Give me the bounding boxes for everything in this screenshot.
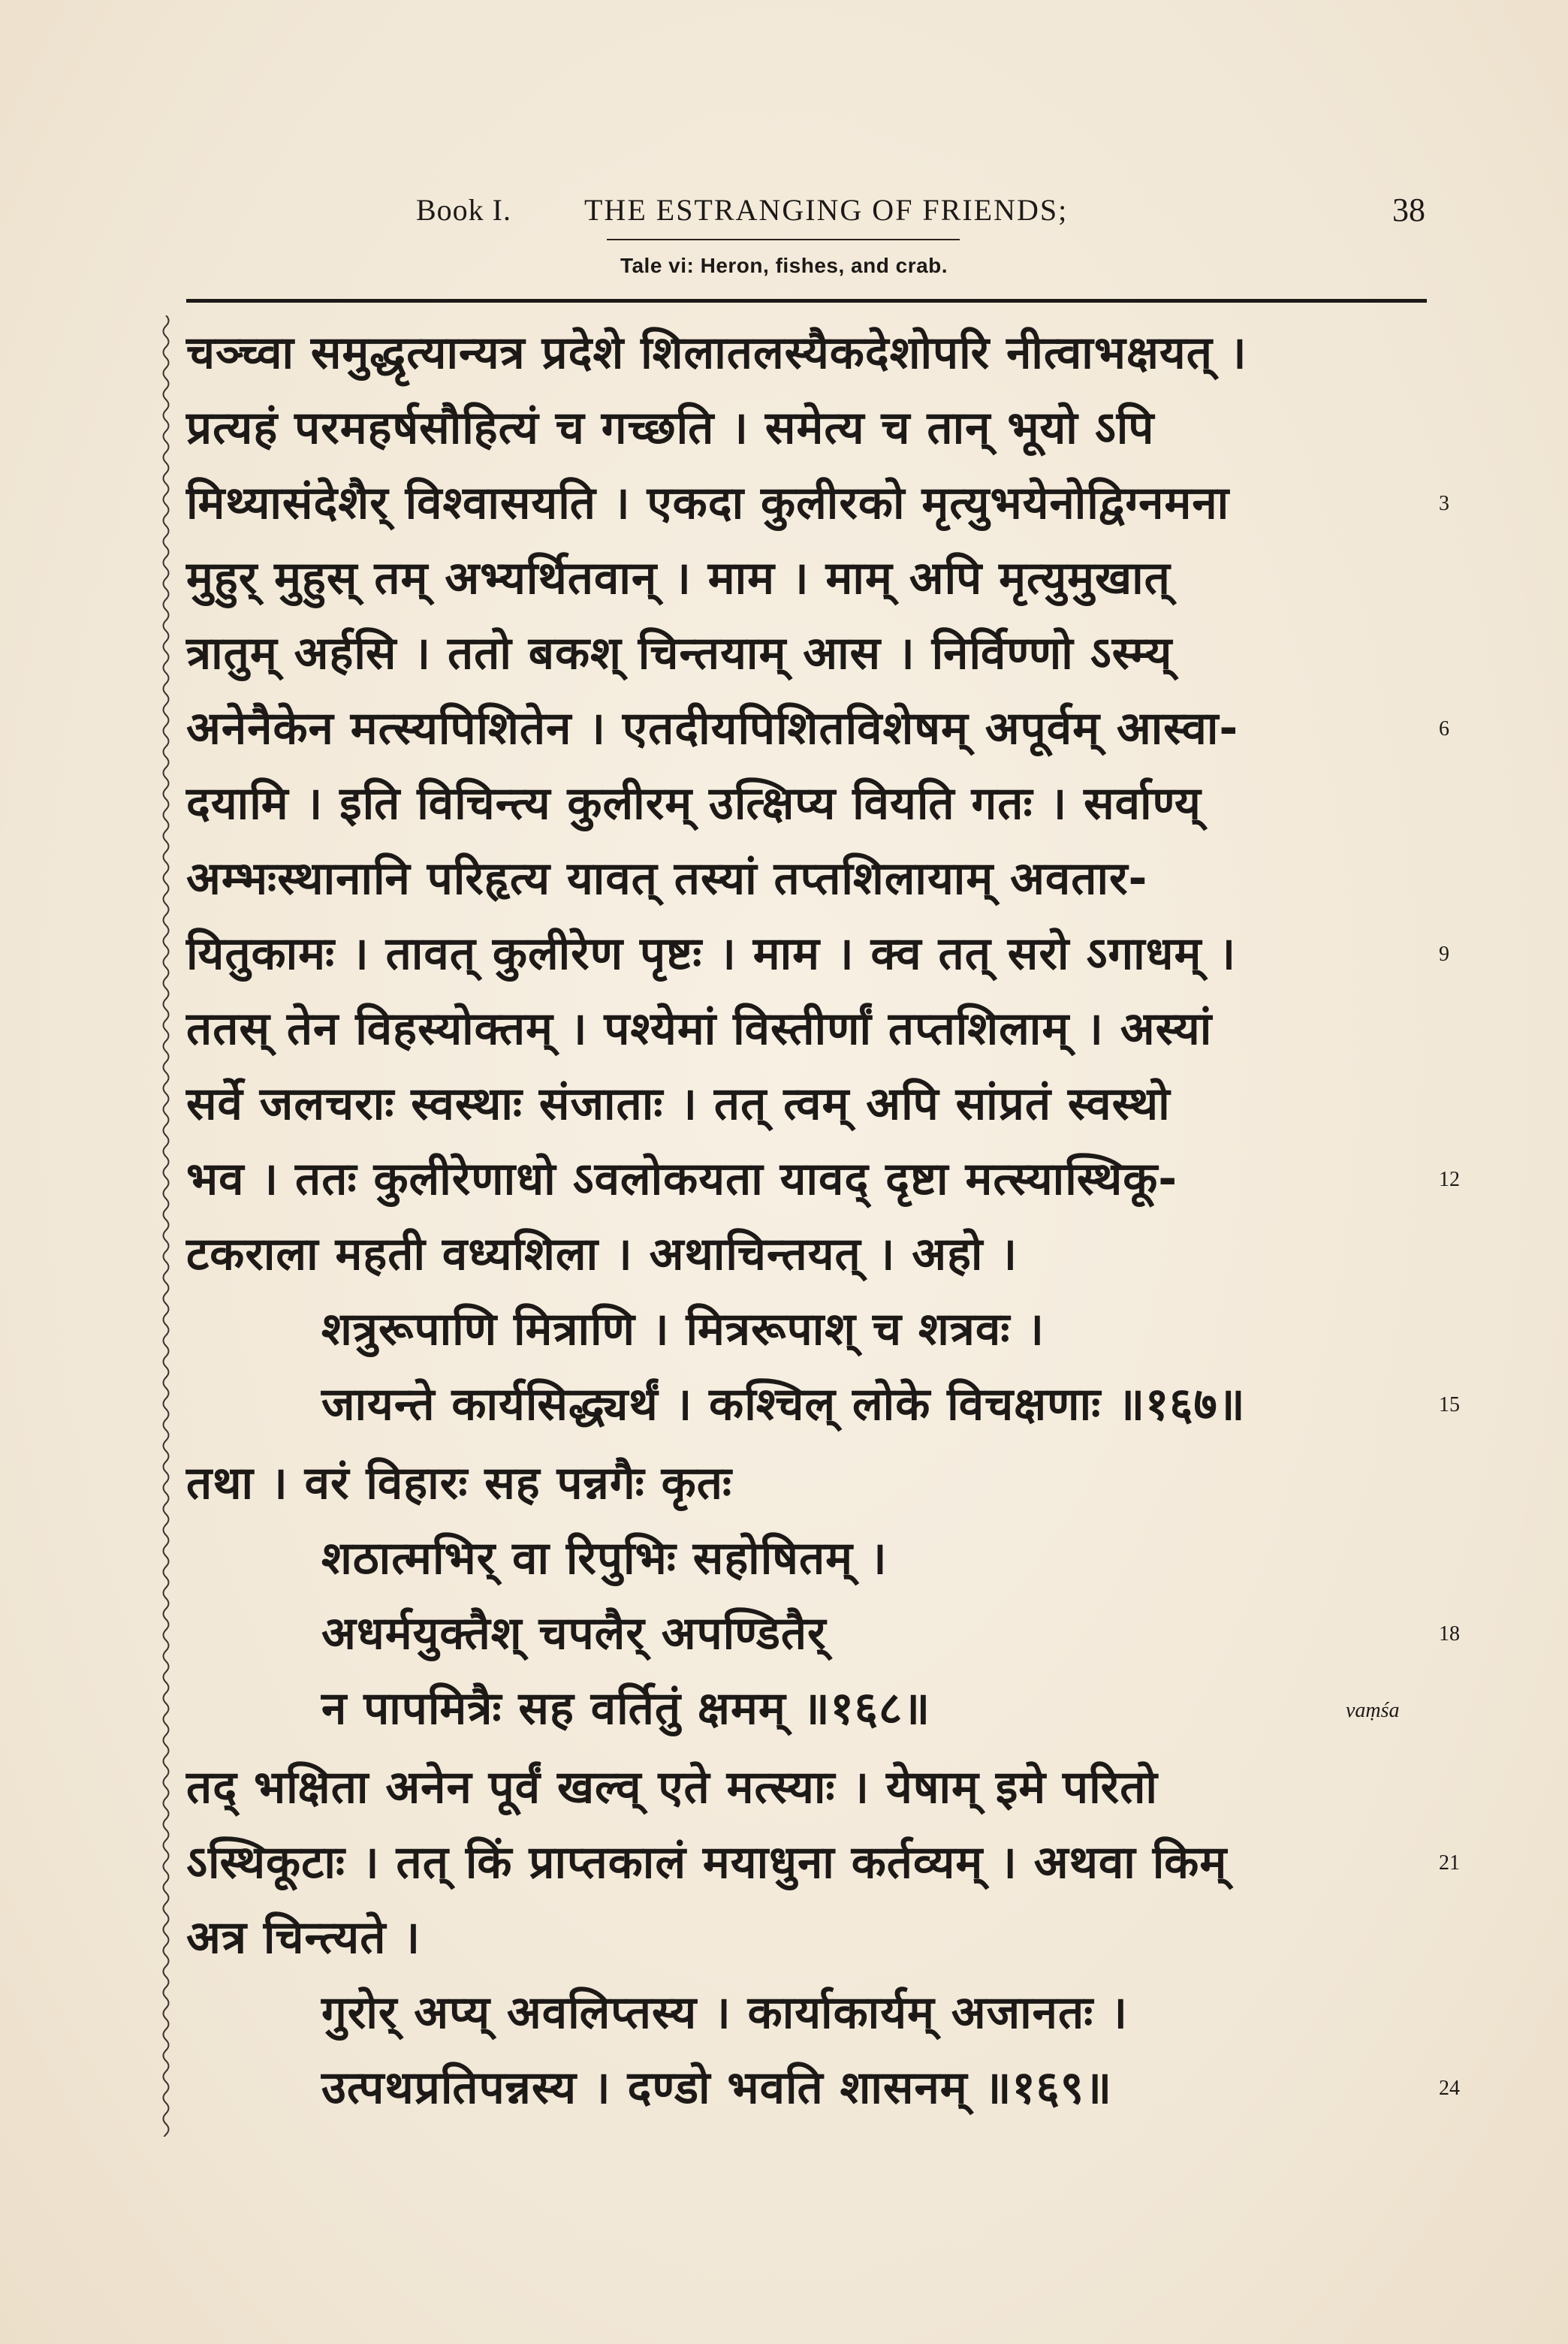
margin-wavy-line <box>159 315 173 2137</box>
running-title: THE ESTRANGING OF FRIENDS; <box>584 193 1069 227</box>
text-line: तद् भक्षिता अनेन पूर्वं खल्व् एते मत्स्याः । येषाम् इमे परितो <box>186 1761 1158 1814</box>
line-number: 21 <box>1439 1851 1460 1875</box>
verse-line: न पापमित्रैः सह वर्तितुं क्षमम् ॥१६८॥ <box>321 1682 931 1735</box>
line-number: 24 <box>1439 2077 1460 2100</box>
text-line: अम्भःस्थानानि परिहृत्य यावत् तस्यां तप्तशिलायाम् अवतार- <box>186 852 1148 905</box>
text-line: ऽस्थिकूटाः । तत् किं प्राप्तकालं मयाधुना कर्तव्यम् । अथवा किम् <box>186 1836 1228 1889</box>
verse-line: शठात्मभिर् वा रिपुभिः सहोषितम् । <box>321 1532 888 1585</box>
text-line: अनेनैकेन मत्स्यपिशितेन । एतदीयपिशितविशेषम् अपूर्वम् आस्वा- <box>186 702 1239 755</box>
verse-line: उत्पथप्रतिपन्नस्य । दण्डो भवति शासनम् ॥१६९॥ <box>321 2062 1113 2114</box>
verse-line: अधर्मयुक्तैश् चपलैर् अपण्डितैर् <box>321 1607 827 1660</box>
line-number: 9 <box>1439 943 1449 966</box>
meter-label: vaṃśa <box>1346 1699 1400 1722</box>
text-line: तथा । वरं विहारः सह पन्नगैः कृतः <box>186 1457 733 1510</box>
text-line: सर्वे जलचराः स्वस्थाः संजाताः । तत् त्वम् अपि सांप्रतं स्वस्थो <box>186 1078 1171 1130</box>
line-number: 15 <box>1439 1393 1460 1416</box>
header-rule <box>186 299 1427 303</box>
text-line: यितुकामः । तावत् कुलीरेण पृष्टः । माम । क्व तत् सरो ऽगाधम् । <box>186 928 1237 980</box>
line-number: 12 <box>1439 1168 1460 1191</box>
book-label: Book I. <box>416 193 511 227</box>
verse-line: शत्रुरूपाणि मित्राणि । मित्ररूपाश् च शत्रवः । <box>321 1303 1045 1356</box>
text-line: टकराला महती वध्यशिला । अथाचिन्तयत् । अहो । <box>186 1228 1018 1281</box>
tale-caption: Tale vi: Heron, fishes, and crab. <box>620 254 948 277</box>
running-header <box>186 188 1425 240</box>
text-line: ततस् तेन विहस्योक्तम् । पश्येमां विस्तीर्णां तप्तशिलाम् । अस्यां <box>186 1003 1213 1055</box>
page-number: 38 <box>1392 192 1425 228</box>
text-line: भव । ततः कुलीरेणाधो ऽवलोकयता यावद् दृष्टा मत्स्यास्थिकू- <box>186 1153 1178 1205</box>
verse-line: गुरोर् अप्य् अवलिप्तस्य । कार्याकार्यम् अजानतः । <box>321 1987 1128 2039</box>
text-line: मुहुर् मुहुस् तम् अभ्यर्थितवान् । माम । माम् अपि मृत्युमुखात् <box>186 552 1171 605</box>
text-line: त्रातुम् अर्हसि । ततो बकश् चिन्तयाम् आस । निर्विण्णो ऽस्म्य् <box>186 627 1173 680</box>
line-number: 3 <box>1439 492 1449 515</box>
text-line: मिथ्यासंदेशैर् विश्वासयति । एकदा कुलीरको मृत्युभयेनोद्विग्नमना <box>186 477 1230 529</box>
header-sub-rule <box>607 239 960 240</box>
text-line: चञ्च्वा समुद्धृत्यान्यत्र प्रदेशे शिलातलस्यैकदेशोपरि नीत्वाभक्षयत् । <box>186 327 1247 379</box>
line-number: 6 <box>1439 717 1449 741</box>
text-line: प्रत्यहं परमहर्षसौहित्यं च गच्छति । समेत्य च तान् भूयो ऽपि <box>186 402 1155 454</box>
text-line: अत्र चिन्त्यते । <box>186 1911 421 1964</box>
verse-line: जायन्ते कार्यसिद्ध्यर्थं । कश्चिल् लोके विचक्षणाः ॥१६७॥ <box>321 1378 1246 1431</box>
line-number: 18 <box>1439 1622 1460 1646</box>
text-line: दयामि । इति विचिन्त्य कुलीरम् उत्क्षिप्य वियति गतः । सर्वाण्य् <box>186 777 1202 830</box>
